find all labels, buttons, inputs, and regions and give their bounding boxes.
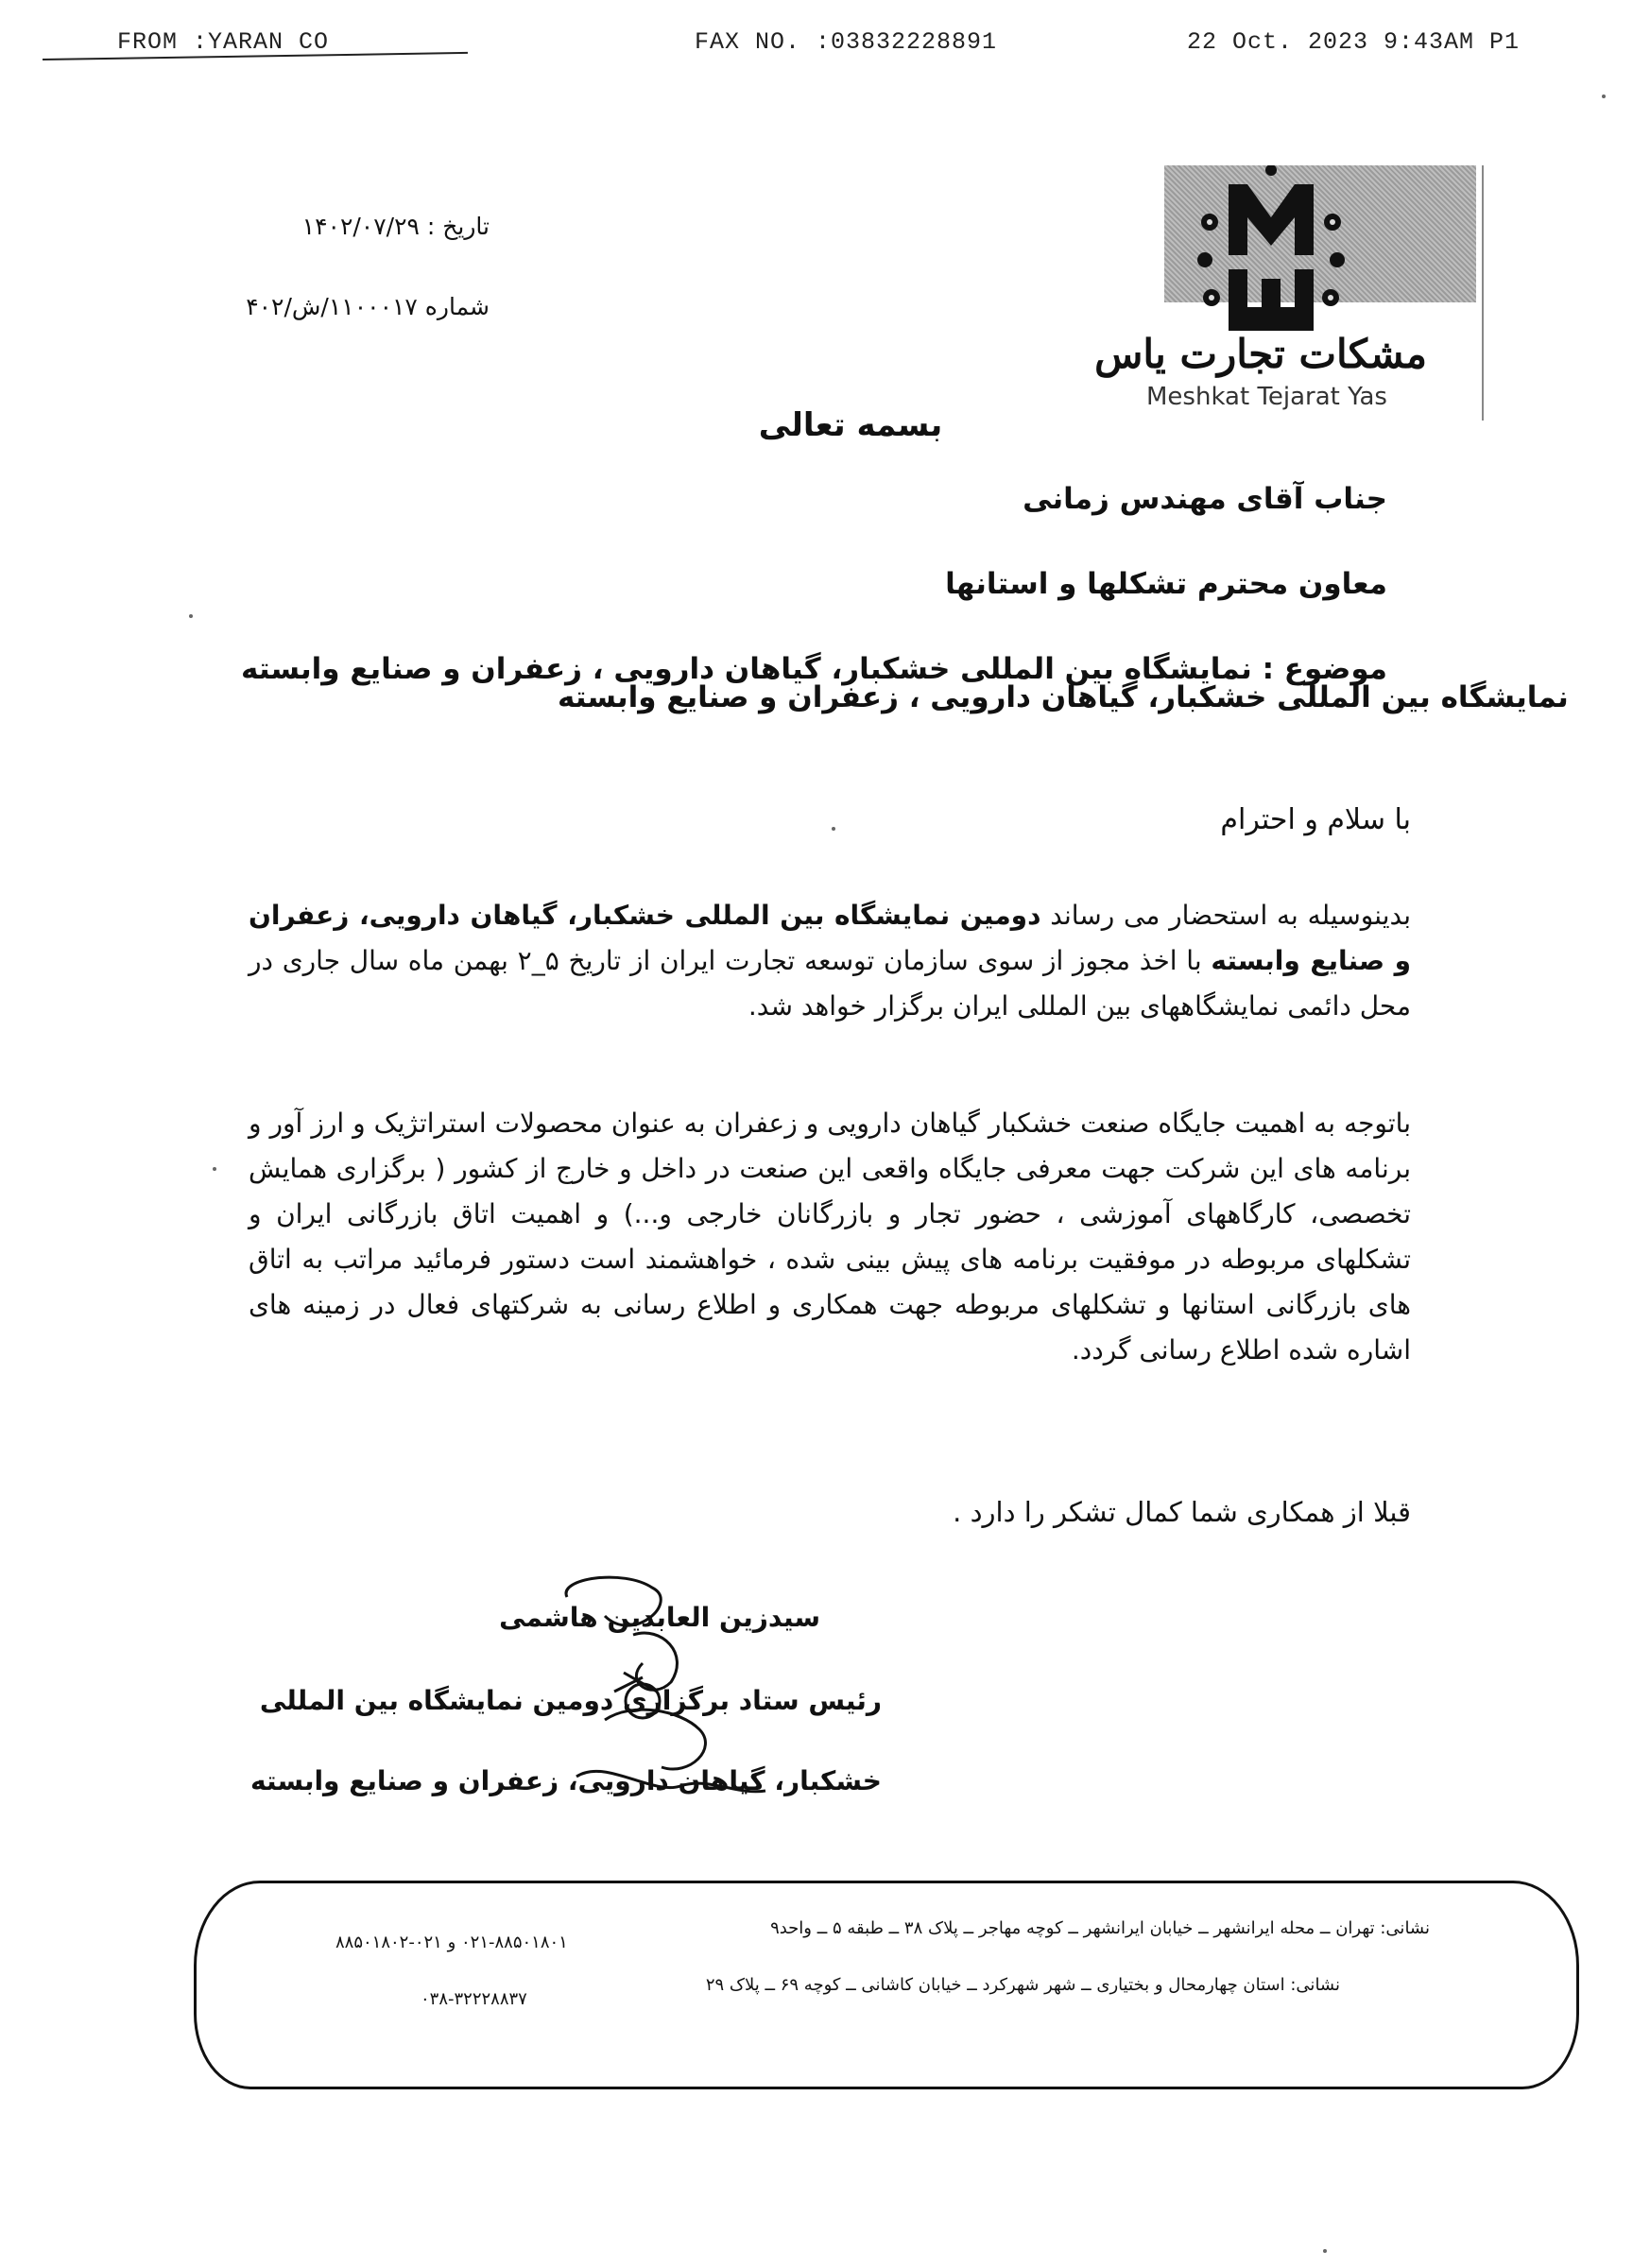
body-paragraph-1 — [249, 893, 1411, 1029]
subject-continuation: نمایشگاه بین المللی خشکبار، گیاهان دارویی ، زعفران و صنایع وابسته — [558, 680, 1569, 714]
scan-speck — [189, 614, 193, 618]
subject-line: موضوع : نمایشگاه بین المللی خشکبار، گیاهان دارویی ، زعفران و صنایع وابسته — [241, 652, 1387, 686]
footer-address-shahrekord: نشانی: استان چهارمحال و بختیاری ــ شهر شهرکرد ــ خیابان کاشانی ــ کوچه ۶۹ ــ پلاک ۲۹ — [705, 1975, 1340, 1995]
signatory-title-line-1: رئیس ستاد برگزاری دومین نمایشگاه بین المللی — [259, 1685, 882, 1716]
logo-name-english: Meshkat Tejarat Yas — [1146, 383, 1387, 411]
company-logo — [1094, 165, 1484, 421]
closing-thanks: قبلا از همکاری شما کمال تشکر را دارد . — [953, 1496, 1411, 1528]
letter-number: شماره ۱۱۰۰۰۱۷/ش/۴۰۲ — [246, 293, 490, 320]
footer-phone-shahrekord: ۰۳۸-۳۲۲۲۸۸۳۷ — [421, 1989, 527, 2009]
recipient-title: معاون محترم تشکلها و استانها — [945, 567, 1387, 601]
scan-speck — [832, 827, 835, 831]
footer-phones-tehran: ۰۲۱-۸۸۵۰۱۸۰۱ و ۰۲۱-۸۸۵۰۱۸۰۲ — [335, 1933, 568, 1952]
fax-from: FROM :YARAN CO — [117, 28, 330, 56]
scan-speck — [213, 1167, 216, 1171]
fax-date-time: 22 Oct. 2023 9:43AM P1 — [1186, 28, 1520, 56]
signatory-title-line-2: خشکبار، گیاهان دارویی، زعفران و صنایع وابسته — [250, 1765, 882, 1796]
scan-speck — [1602, 94, 1606, 98]
fax-number: FAX NO. :03832228891 — [695, 28, 998, 56]
basmala-text: بسمه تعالی — [758, 406, 943, 444]
logo-mark-icon — [1191, 165, 1351, 345]
footer-address-tehran: نشانی: تهران ــ محله ایرانشهر ــ خیابان ایرانشهر ــ کوچه مهاجر ــ پلاک ۳۸ ــ طبقه ۵ ــ واحد۹ — [770, 1918, 1430, 1938]
paragraph-1-bold: دومین نمایشگاه بین المللی خشکبار، گیاهان دارویی، زعفران و صنایع وابسته — [249, 900, 1411, 976]
basmala — [0, 406, 1633, 444]
letter-date: تاریخ : ۱۴۰۲/۰۷/۲۹ — [301, 213, 490, 240]
scan-speck — [1323, 2249, 1327, 2253]
paragraph-1-rest: با اخذ مجوز از سوی سازمان توسعه تجارت ایران از تاریخ ۵_۲ بهمن ماه سال جاری در محل دائمی نمایشگاههای بین المللی ایران برگزار خواهد شد. — [249, 945, 1411, 1022]
logo-edge-line — [1482, 165, 1484, 421]
paragraph-1-intro: بدینوسیله به استحضار می رساند — [1040, 900, 1411, 931]
signatory-name: سیدزین العابدین هاشمی — [499, 1602, 820, 1633]
recipient-name: جناب آقای مهندس زمانی — [1023, 482, 1387, 516]
body-paragraph-2: باتوجه به اهمیت جایگاه صنعت خشکبار گیاهان دارویی و زعفران به عنوان محصولات استراتژیک و ارز آور و برنامه های این شرکت جهت معرفی جایگاه واقعی این صنعت در داخل و خارج از کشور ( برگزاری همایش تخصصی، کارگاههای آموزشی ، حضور تجار و بازرگانان خارجی و...) و اهمیت اتاق بازرگانی ایران و تشکلهای مربوطه در موفقیت برنامه های پیش بینی شده ، خواهشمند است دستور فرمائید مراتب به اتاق های بازرگانی استانها و تشکلهای مربوطه جهت همکاری و اطلاع رسانی به شرکتهای فعال در زمینه های اشاره شده اطلاع رسانی گردد. — [249, 1108, 1411, 1366]
logo-name-persian: مشکات تجارت یاس — [1094, 331, 1427, 377]
greeting: با سلام و احترام — [1220, 803, 1411, 836]
